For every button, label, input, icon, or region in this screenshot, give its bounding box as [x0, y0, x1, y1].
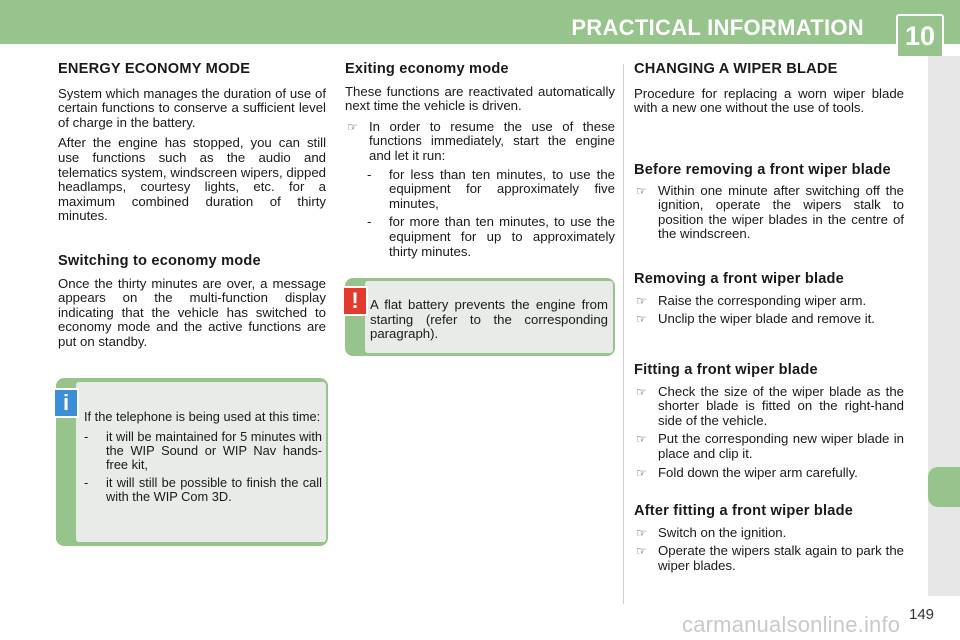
- paragraph-exiting-intro: These functions are reactivated automatically next time the vehicle is driven.: [345, 83, 615, 114]
- section-heading-wiper: CHANGING A WIPER BLADE: [634, 61, 838, 77]
- page-title: PRACTICAL INFORMATION: [571, 15, 864, 40]
- list-item: ☞ Within one minute after switching off the ignition, operate the wipers stalk to position the wiper blades in the centre of the windscreen.: [636, 182, 904, 242]
- pointing-hand-icon: ☞: [347, 119, 358, 134]
- middle-column: [345, 62, 615, 263]
- list-item: - for more than ten minutes, to use the equipment for up to approximately thirty minutes.: [367, 214, 615, 259]
- dash-marker: -: [367, 166, 372, 182]
- pointing-hand-icon: ☞: [636, 432, 647, 447]
- chapter-tab[interactable]: [928, 467, 960, 507]
- list-item: - for less than ten minutes, to use the equipment for approximately five minutes,: [367, 166, 615, 211]
- exiting-sub-list: [367, 168, 615, 260]
- list-item: ☞ Unclip the wiper blade and remove it.: [636, 311, 875, 327]
- pointing-hand-icon: ☞: [636, 384, 647, 399]
- subheading-before: Before removing a front wiper blade: [634, 162, 891, 178]
- left-column: [58, 62, 326, 230]
- info-list: [84, 430, 322, 504]
- list-item: ☞ Raise the corresponding wiper arm.: [636, 292, 867, 308]
- dash-marker: -: [84, 429, 89, 444]
- after-list: [634, 526, 904, 574]
- before-section: [634, 163, 904, 246]
- section-heading-energy-economy: ENERGY ECONOMY MODE: [58, 61, 251, 77]
- pointing-hand-icon: ☞: [636, 312, 647, 327]
- paragraph-wiper-intro: Procedure for replacing a worn wiper blade with a new one without the use of tools.: [634, 85, 904, 116]
- pointing-hand-icon: ☞: [636, 544, 647, 559]
- pointing-hand-icon: ☞: [636, 525, 647, 540]
- warning-text: A flat battery prevents the engine from starting (refer to the corresponding paragraph).: [370, 297, 608, 342]
- chapter-badge: 10: [896, 14, 944, 58]
- page-number: 149: [909, 606, 935, 623]
- removing-section: [634, 272, 904, 331]
- list-item: ☞ Fold down the wiper arm carefully.: [636, 464, 858, 480]
- watermark: carmanualsonline.info: [682, 612, 901, 637]
- column-divider: [623, 64, 624, 604]
- pointing-hand-icon: ☞: [636, 183, 647, 198]
- dash-marker: -: [367, 214, 372, 230]
- info-intro: If the telephone is being used at this time:: [84, 409, 321, 424]
- pointing-hand-icon: ☞: [636, 465, 647, 480]
- fitting-list: [634, 385, 904, 481]
- subheading-switching: Switching to economy mode: [58, 253, 261, 269]
- warning-icon: !: [342, 286, 368, 316]
- subheading-removing: Removing a front wiper blade: [634, 271, 844, 287]
- switching-section: [58, 254, 326, 356]
- paragraph-details: After the engine has stopped, you can still use functions such as the audio and telematics system, windscreen wipers, dipped headlamps, courtesy lights, etc. for a maximum combined duration of thirty minutes.: [58, 135, 326, 224]
- info-icon: i: [53, 388, 79, 418]
- subheading-exiting: Exiting economy mode: [345, 61, 509, 77]
- list-item: ☞ Put the corresponding new wiper blade in place and clip it.: [636, 431, 904, 461]
- subheading-fitting: Fitting a front wiper blade: [634, 362, 818, 378]
- info-content: [84, 410, 322, 508]
- paragraph-intro: System which manages the duration of use of certain functions to conserve a sufficient level of charge in the battery.: [58, 85, 326, 130]
- pointing-hand-icon: ☞: [636, 293, 647, 308]
- right-column: [634, 62, 904, 122]
- list-item: - it will still be possible to finish the call with the WIP Com 3D.: [84, 475, 322, 504]
- dash-marker: -: [84, 475, 89, 490]
- exiting-list: [345, 120, 615, 164]
- before-list: [634, 184, 904, 242]
- fitting-section: [634, 363, 904, 484]
- list-item: - it will be maintained for 5 minutes with the WIP Sound or WIP Nav hands-free kit,: [84, 429, 322, 472]
- list-item: ☞ Switch on the ignition.: [636, 524, 787, 540]
- paragraph-switching: Once the thirty minutes are over, a message appears on the multi-function display indicating that the vehicle has switched to economy mode and the active functions are put on standby.: [58, 275, 326, 349]
- list-item: ☞ Check the size of the wiper blade as the shorter blade is fitted on the right-hand side of the vehicle.: [636, 383, 904, 428]
- warning-content: [370, 298, 608, 348]
- list-item: ☞ In order to resume the use of these functions immediately, start the engine and let it run:: [347, 118, 615, 163]
- after-section: [634, 504, 904, 577]
- subheading-after: After fitting a front wiper blade: [634, 503, 854, 519]
- removing-list: [634, 294, 904, 327]
- side-strip: [928, 56, 960, 596]
- list-item: ☞ Operate the wipers stalk again to park the wiper blades.: [636, 543, 904, 573]
